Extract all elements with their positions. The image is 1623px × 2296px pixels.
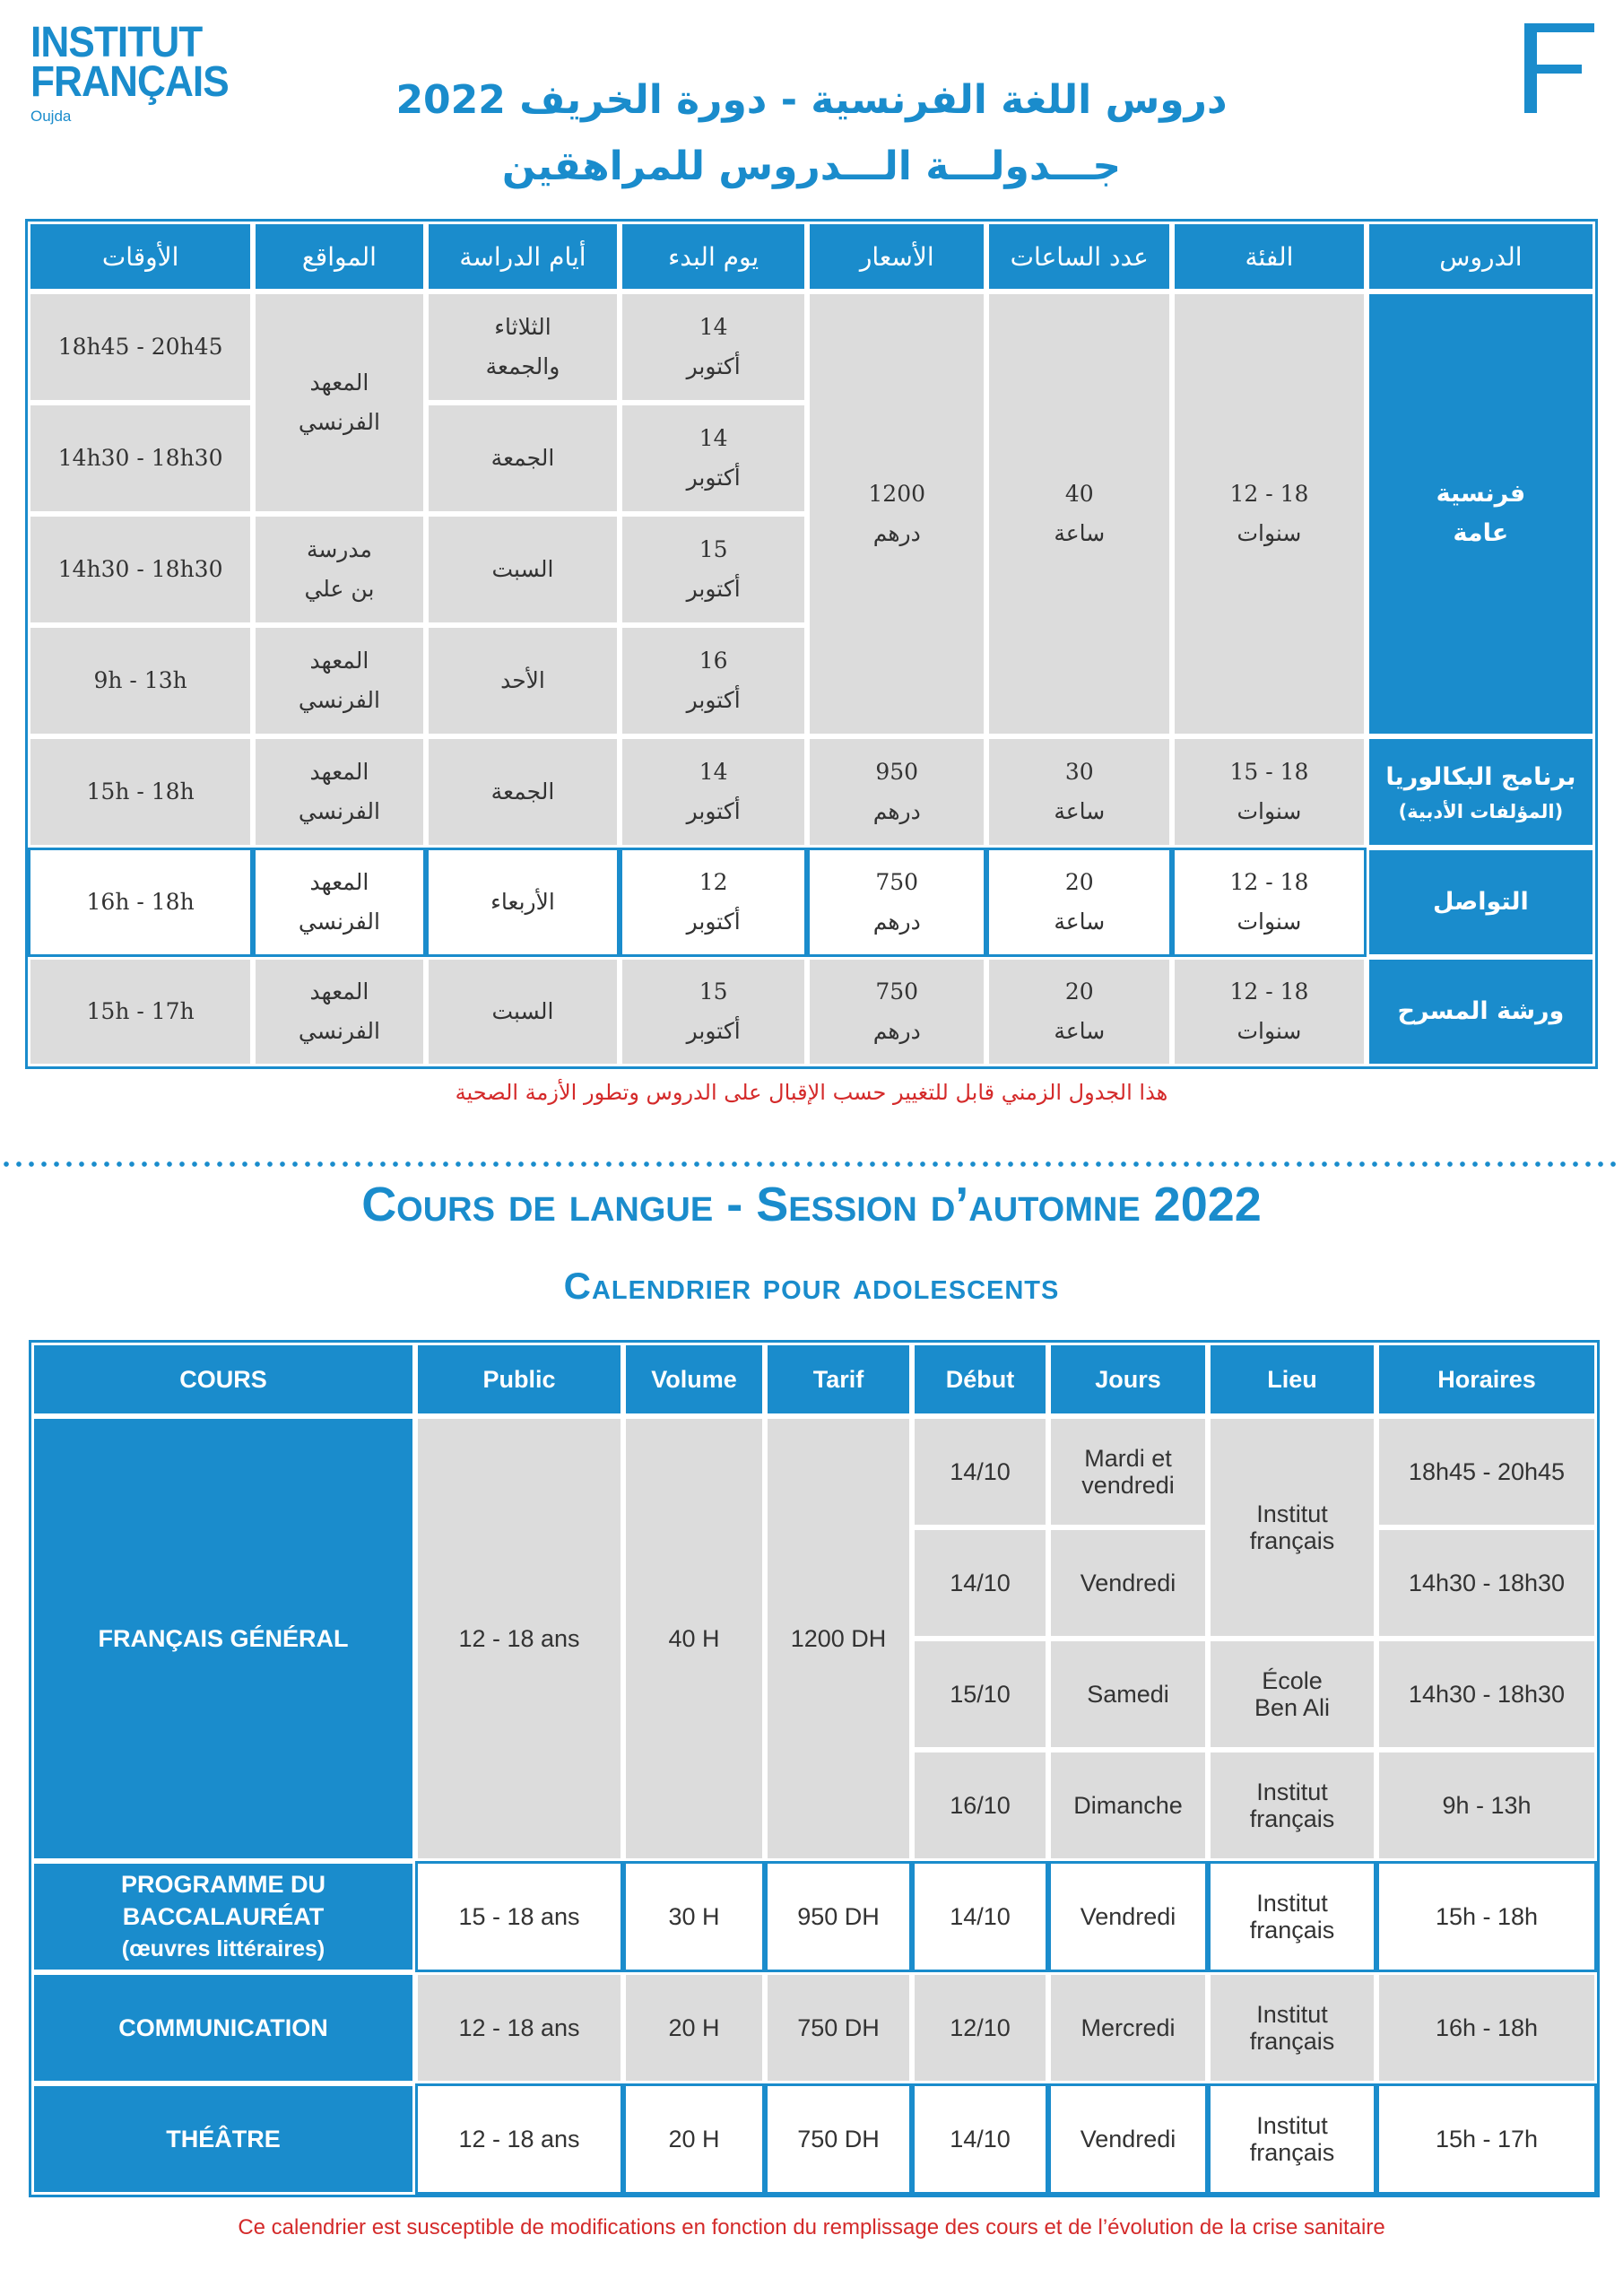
horaires-cell: 14h30 - 18h30 [1376, 1639, 1597, 1750]
time-cell [28, 848, 253, 957]
public-cell: 12 - 18 ans [415, 1972, 623, 2083]
age-cell [1172, 736, 1367, 848]
tarif-cell: 750 DH [765, 2083, 912, 2195]
start-month: أكتوبر [686, 1018, 741, 1044]
course-cell: THÉÂTRE [31, 2083, 415, 2195]
header-cell: المواقع [253, 222, 425, 291]
start-day: 15 [699, 978, 728, 1004]
start-month: أكتوبر [686, 909, 741, 935]
logo-line-1: INSTITUT [30, 19, 203, 66]
horaires-cell: 14h30 - 18h30 [1376, 1527, 1597, 1639]
debut-cell: 14/10 [912, 1527, 1048, 1639]
hours-cell [986, 291, 1172, 736]
lieu-line: École [1262, 1667, 1323, 1694]
place-line: الفرنسي [298, 909, 380, 935]
time-cell [28, 403, 253, 514]
price-unit: درهم [872, 909, 921, 935]
age-value: 15 - 18 [1229, 759, 1309, 785]
price-value: 750 [875, 869, 919, 895]
age-unit: سنوات [1237, 1018, 1302, 1044]
header-cell: COURS [31, 1343, 415, 1416]
header-cell: Jours [1048, 1343, 1208, 1416]
price-cell [807, 736, 987, 848]
lieu-cell [1208, 1639, 1376, 1750]
start-month: أكتوبر [686, 687, 741, 713]
horaires-cell: 9h - 13h [1376, 1750, 1597, 1861]
volume-cell: 30 H [623, 1861, 765, 1972]
header-cell: Public [415, 1343, 623, 1416]
place-cell [253, 957, 425, 1066]
time-value: 14h30 - 18h30 [57, 556, 223, 582]
jours-cell: Samedi [1048, 1639, 1208, 1750]
public-cell: 15 - 18 ans [415, 1861, 623, 1972]
jours-cell: Mercredi [1048, 1972, 1208, 2083]
arabic-schedule-table [25, 219, 1598, 1069]
price-unit: درهم [872, 798, 921, 824]
lieu-cell [1208, 1750, 1376, 1861]
place-line: المعهد [309, 759, 369, 785]
course-cell: التواصل [1367, 848, 1595, 957]
french-schedule-table [29, 1340, 1600, 2197]
lieu-line: Ben Ali [1254, 1694, 1331, 1721]
lieu-line: français [1249, 1917, 1335, 1944]
hours-cell [986, 957, 1172, 1066]
course-cell: ورشة المسرح [1367, 957, 1595, 1066]
table-row [28, 291, 1595, 403]
course-cell [1367, 736, 1595, 848]
lieu-line: Institut [1256, 1890, 1328, 1917]
start-month: أكتوبر [686, 465, 741, 491]
course-name: برنامج البكالوريا [1385, 763, 1576, 791]
table-row [28, 736, 1595, 848]
hours-value: 30 [1064, 759, 1094, 785]
price-value: 750 [875, 978, 919, 1004]
time-value: 14h30 - 18h30 [57, 445, 223, 471]
arabic-disclaimer: هذا الجدول الزمني قابل للتغيير حسب الإقبال على الدروس وتطور الأزمة الصحية [455, 1080, 1168, 1105]
price-value: 950 [875, 759, 919, 785]
time-value: 15h - 18h [86, 778, 195, 804]
days-line: والجمعة [485, 353, 560, 379]
table-row [31, 2083, 1597, 2195]
header-cell: Lieu [1208, 1343, 1376, 1416]
volume-cell: 40 H [623, 1416, 765, 1861]
lieu-cell [1208, 2083, 1376, 2195]
time-cell [28, 291, 253, 403]
age-value: 12 - 18 [1229, 481, 1309, 507]
place-line: الفرنسي [298, 687, 380, 713]
arabic-subtitle: جـــدولـــة الـــدروس للمراهقين [501, 144, 1122, 189]
table-row [31, 1861, 1597, 1972]
hours-unit: ساعة [1054, 520, 1106, 546]
header-cell: عدد الساعات [986, 222, 1172, 291]
table-header-row [28, 222, 1595, 291]
price-cell [807, 957, 987, 1066]
public-cell: 12 - 18 ans [415, 2083, 623, 2195]
horaires-cell: 16h - 18h [1376, 1972, 1597, 2083]
debut-cell: 14/10 [912, 1416, 1048, 1527]
time-cell [28, 514, 253, 625]
place-cell [253, 291, 425, 514]
tarif-cell: 750 DH [765, 1972, 912, 2083]
start-cell [620, 957, 807, 1066]
header-cell: الأوقات [28, 222, 253, 291]
days-cell: السبت [426, 957, 621, 1066]
price-cell [807, 848, 987, 957]
tarif-cell: 950 DH [765, 1861, 912, 1972]
price-cell [807, 291, 987, 736]
course-cell: FRANÇAIS GÉNÉRAL [31, 1416, 415, 1861]
volume-cell: 20 H [623, 2083, 765, 2195]
jours-cell [1048, 1416, 1208, 1527]
header-cell: Tarif [765, 1343, 912, 1416]
price-value: 1200 [868, 481, 926, 507]
place-line: المعهد [309, 978, 369, 1004]
logo-city: Oujda [30, 108, 72, 125]
debut-cell: 14/10 [912, 2083, 1048, 2195]
public-cell: 12 - 18 ans [415, 1416, 623, 1861]
days-cell: السبت [426, 514, 621, 625]
time-value: 18h45 - 20h45 [57, 334, 223, 360]
course-subtitle: (المؤلفات الأدبية) [1398, 801, 1564, 822]
time-value: 9h - 13h [93, 667, 187, 693]
age-value: 12 - 18 [1229, 869, 1309, 895]
debut-cell: 12/10 [912, 1972, 1048, 2083]
french-subtitle: Calendrier pour adolescents [563, 1265, 1060, 1307]
place-line: الفرنسي [298, 798, 380, 824]
volume-cell: 20 H [623, 1972, 765, 2083]
age-cell [1172, 291, 1367, 736]
jours-line: vendredi [1081, 1472, 1175, 1499]
time-cell [28, 625, 253, 736]
horaires-cell: 15h - 18h [1376, 1861, 1597, 1972]
lieu-line: français [1249, 1527, 1335, 1554]
hours-unit: ساعة [1054, 798, 1106, 824]
french-title: Cours de langue - Session d’automne 2022 [361, 1178, 1262, 1231]
days-cell: الجمعة [426, 736, 621, 848]
place-line: المعهد [309, 370, 369, 396]
header-cell: Horaires [1376, 1343, 1597, 1416]
jours-cell: Vendredi [1048, 1527, 1208, 1639]
place-line: الفرنسي [298, 1018, 380, 1044]
age-unit: سنوات [1237, 520, 1302, 546]
lieu-line: français [1249, 1805, 1335, 1832]
place-line: المعهد [309, 648, 369, 674]
lieu-line: Institut [1256, 2001, 1328, 2028]
age-cell [1172, 848, 1367, 957]
price-unit: درهم [872, 1018, 921, 1044]
horaires-cell: 15h - 17h [1376, 2083, 1597, 2195]
header-cell: الدروس [1367, 222, 1595, 291]
french-disclaimer: Ce calendrier est susceptible de modifications en fonction du remplissage des cours et de l’évolution de la crise sanitaire [238, 2215, 1385, 2239]
start-day: 14 [699, 759, 728, 785]
table-row [28, 957, 1595, 1066]
place-line: الفرنسي [298, 409, 380, 435]
start-day: 15 [699, 536, 728, 562]
tarif-cell: 1200 DH [765, 1416, 912, 1861]
start-cell [620, 625, 807, 736]
hours-cell [986, 848, 1172, 957]
lieu-cell [1208, 1416, 1376, 1639]
start-month: أكتوبر [686, 353, 741, 379]
header-cell: الفئة [1172, 222, 1367, 291]
lieu-line: Institut [1256, 1779, 1328, 1805]
time-value: 16h - 18h [86, 889, 195, 915]
table-row [31, 1972, 1597, 2083]
start-day: 14 [699, 425, 728, 451]
days-cell [426, 291, 621, 403]
start-month: أكتوبر [686, 576, 741, 602]
time-cell [28, 736, 253, 848]
hours-unit: ساعة [1054, 1018, 1106, 1044]
horaires-cell: 18h45 - 20h45 [1376, 1416, 1597, 1527]
course-cell: COMMUNICATION [31, 1972, 415, 2083]
header-cell: يوم البدء [620, 222, 807, 291]
jours-cell: Dimanche [1048, 1750, 1208, 1861]
jours-cell: Vendredi [1048, 1861, 1208, 1972]
place-line: مدرسة [306, 536, 372, 562]
dotted-divider [0, 1161, 1623, 1168]
course-cell [1367, 291, 1595, 736]
start-day: 16 [699, 648, 728, 674]
header-cell: الأسعار [807, 222, 987, 291]
days-cell: الأحد [426, 625, 621, 736]
days-line: الثلاثاء [494, 314, 551, 340]
place-cell [253, 625, 425, 736]
header-cell: Début [912, 1343, 1048, 1416]
hours-cell [986, 736, 1172, 848]
table-row [31, 1416, 1597, 1527]
start-cell [620, 848, 807, 957]
arabic-title: دروس اللغة الفرنسية - دورة الخريف 2022 [395, 77, 1228, 123]
place-cell [253, 848, 425, 957]
start-cell [620, 403, 807, 514]
start-cell [620, 736, 807, 848]
time-cell [28, 957, 253, 1066]
lieu-line: français [1249, 2139, 1335, 2166]
price-unit: درهم [872, 520, 921, 546]
header-cell: Volume [623, 1343, 765, 1416]
age-unit: سنوات [1237, 798, 1302, 824]
header-cell: أيام الدراسة [426, 222, 621, 291]
table-row [28, 848, 1595, 957]
days-cell: الجمعة [426, 403, 621, 514]
place-line: المعهد [309, 869, 369, 895]
course-line: PROGRAMME DU [121, 1871, 325, 1898]
lieu-line: Institut [1256, 1500, 1328, 1527]
place-cell [253, 736, 425, 848]
debut-cell: 15/10 [912, 1639, 1048, 1750]
place-line: بن علي [304, 576, 375, 602]
age-cell [1172, 957, 1367, 1066]
hours-value: 40 [1064, 481, 1094, 507]
hours-unit: ساعة [1054, 909, 1106, 935]
course-cell [31, 1861, 415, 1972]
table-header-row [31, 1343, 1597, 1416]
course-subtitle: (œuvres littéraires) [121, 1936, 325, 1961]
lieu-cell [1208, 1861, 1376, 1972]
jours-cell: Vendredi [1048, 2083, 1208, 2195]
logo-line-2: FRANÇAIS [30, 58, 229, 106]
course-name: فرنسية عامة [1436, 480, 1526, 547]
start-month: أكتوبر [686, 798, 741, 824]
start-day: 12 [699, 869, 728, 895]
start-cell [620, 514, 807, 625]
age-unit: سنوات [1237, 909, 1302, 935]
debut-cell: 16/10 [912, 1750, 1048, 1861]
start-cell [620, 291, 807, 403]
days-cell: الأربعاء [426, 848, 621, 957]
debut-cell: 14/10 [912, 1861, 1048, 1972]
lieu-line: Institut [1256, 2112, 1328, 2139]
start-day: 14 [699, 314, 728, 340]
lieu-cell [1208, 1972, 1376, 2083]
jours-line: Mardi et [1084, 1445, 1172, 1472]
hours-value: 20 [1064, 869, 1094, 895]
time-value: 15h - 17h [86, 998, 195, 1024]
hours-value: 20 [1064, 978, 1094, 1004]
place-cell [253, 514, 425, 625]
course-line: BACCALAURÉAT [122, 1903, 325, 1930]
age-value: 12 - 18 [1229, 978, 1309, 1004]
lieu-line: français [1249, 2028, 1335, 2055]
